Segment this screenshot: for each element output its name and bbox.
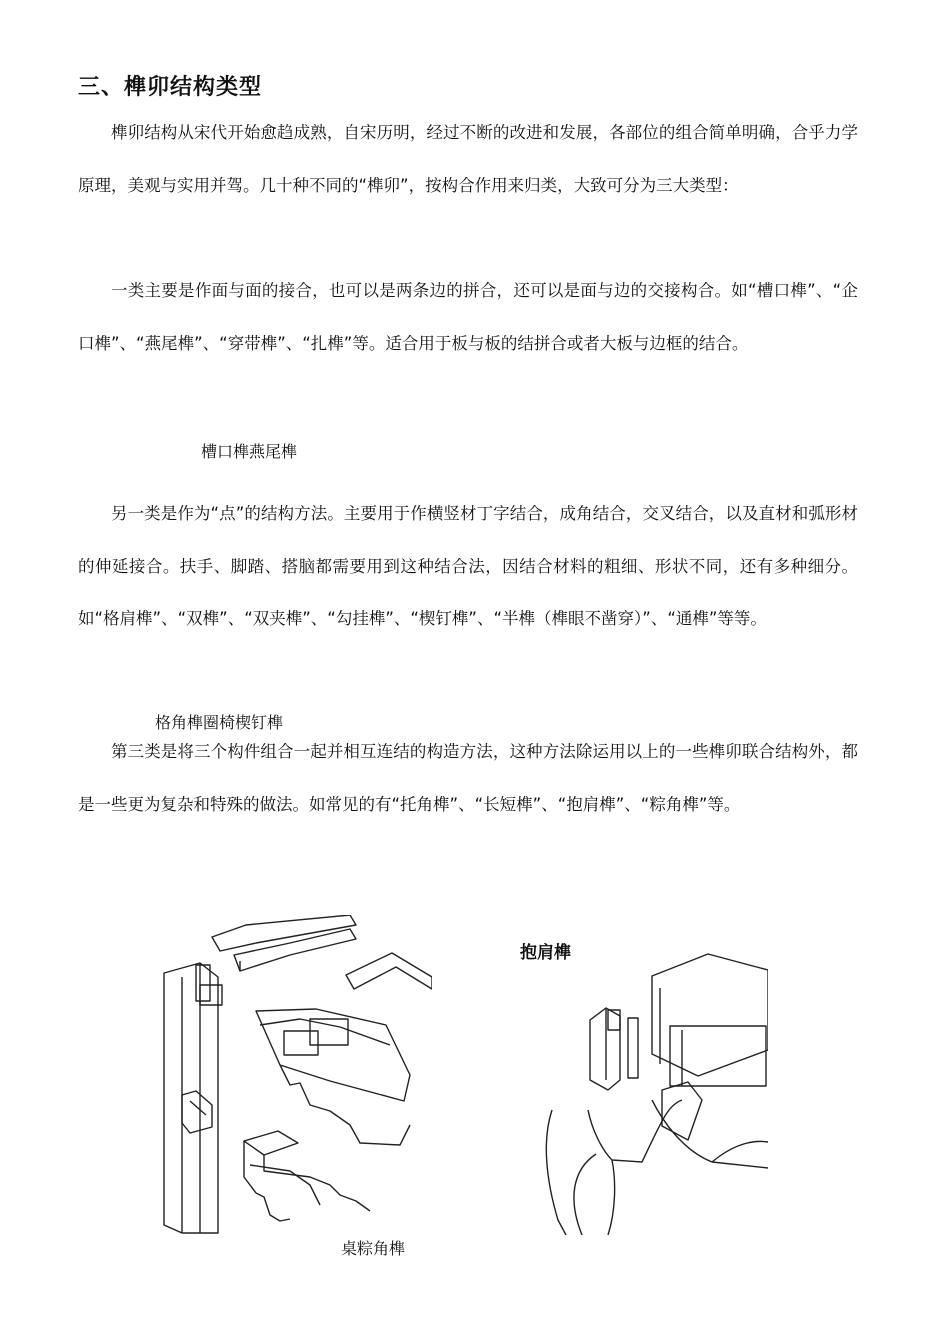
section-heading: 三、榫卯结构类型 xyxy=(78,75,263,100)
paragraph-intro: 榫卯结构从宋代开始愈趋成熟，自宋历明，经过不断的改进和发展，各部位的组合简单明确，合乎力学原理，美观与实用并驾。几十种不同的“榫卯”，按构合作用来归类，大致可分为三大类型： xyxy=(78,123,858,195)
caption-table-corner: 桌粽角榫 xyxy=(341,1239,406,1258)
paragraph-type-three: 第三类是将三个构件组合一起并相互连结的构造方法，这种方法除运用以上的一些榫卯联合结构外，都是一些更为复杂和特殊的做法。如常见的有“托角榫”、“长短榫”、“抱肩榫”、“粽角榫”等。 xyxy=(78,742,858,814)
caption-mitre-wedge: 格角榫圈椅楔钉榫 xyxy=(155,713,284,732)
shoulder-joint-illustration xyxy=(512,930,768,1235)
caption-groove-dovetail: 槽口榫燕尾榫 xyxy=(201,442,298,461)
corner-joint-illustration xyxy=(160,915,432,1235)
paragraph-type-one: 一类主要是作面与面的接合，也可以是两条边的拼合，还可以是面与边的交接构合。如“槽口榫”、“企口榫”、“燕尾榫”、“穿带榫”、“扎榫”等。适合用于板与板的结拼合或者大板与边框的结合。 xyxy=(78,281,858,353)
figure-title: 抱肩榫 xyxy=(520,943,571,963)
paragraph-type-two: 另一类是作为“点”的结构方法。主要用于作横竖材丁字结合，成角结合，交叉结合，以及直材和弧形材的伸延接合。扶手、脚踏、搭脑都需要用到这种结合法，因结合材料的粗细、形状不同，还有多种细分。如“格肩榫”、“双榫”、“双夹榫”、“勾挂榫”、“楔钉榫”、“半榫（榫眼不凿穿）”、“通榫”等等。 xyxy=(78,504,858,628)
